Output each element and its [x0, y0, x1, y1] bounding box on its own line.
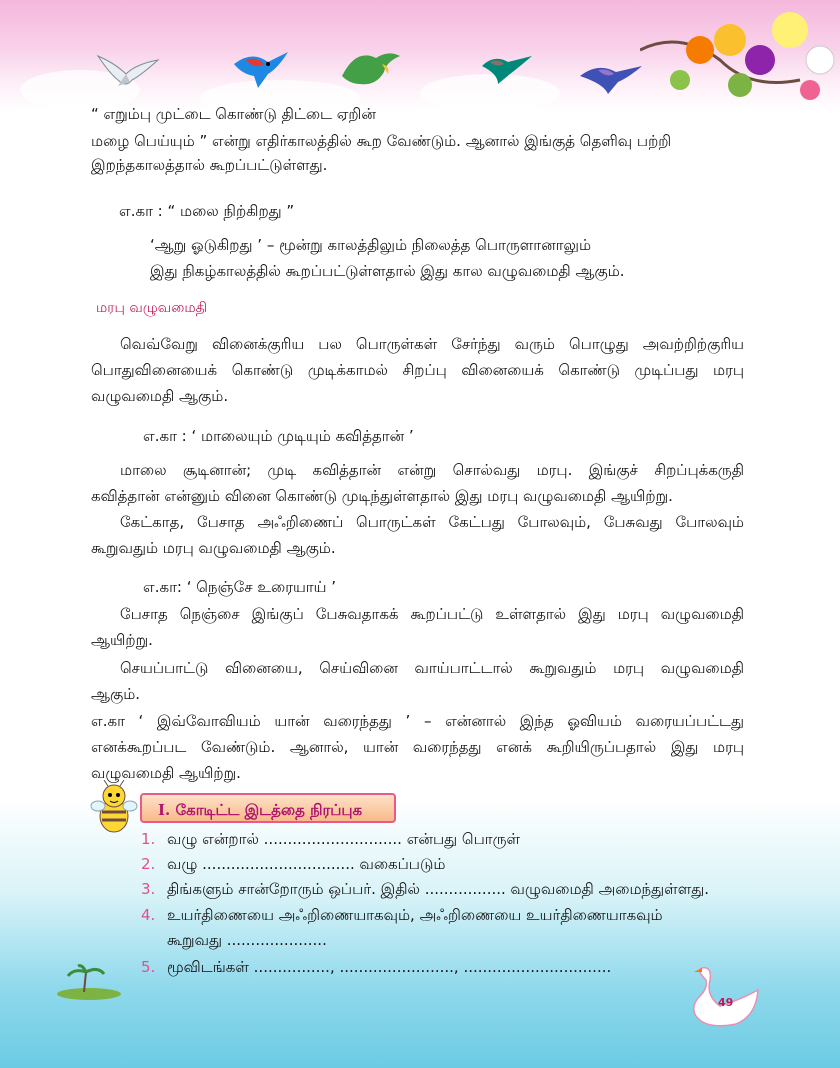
text-line: “ எறும்பு முட்டை கொண்டு திட்டை ஏறின் — [91, 105, 376, 123]
paragraph-line: செயப்பாட்டு வினையை, செய்வினை வாய்பாட்டால் கூறுவதும் மரபு வழுவமைதி — [120, 659, 744, 677]
paragraph-line: கேட்காத, பேசாத அஃறிணைப் பொருட்கள் கேட்பது போலவும், பேசுவது போலவும் — [120, 513, 744, 531]
paragraph-line: வழுவமைதி ஆயிற்று. — [91, 764, 241, 782]
exercise-item — [141, 930, 327, 950]
paragraph-line: கூறுவதும் மரபு வழுவமைதி ஆகும். — [91, 539, 336, 557]
paragraph-line: எனக்கூறப்பட வேண்டும். ஆனால், யான் வரைந்தது எனக் கூறியிருப்பதால் இது மரபு — [91, 738, 744, 756]
bee-mascot-icon — [90, 780, 138, 836]
paragraph-line: எ.கா ‘ இவ்வோவியம் யான் வரைந்தது ’ – என்னால் இந்த ஓவியம் வரையப்பட்டது — [91, 712, 744, 730]
page-number: 49 — [718, 996, 734, 1009]
exercise-item — [141, 905, 663, 925]
text-line: ‘ஆறு ஓடுகிறது ’ – மூன்று காலத்திலும் நிலைத்த பொருளானாலும் — [150, 236, 592, 254]
paragraph-line: பொதுவினையைக் கொண்டு முடிக்காமல் சிறப்பு வினையைக் கொண்டு முடிப்பது மரபு — [91, 361, 744, 379]
example-line: எ.கா : “ மலை நிற்கிறது ” — [119, 202, 295, 220]
exercise-title: I. கோடிட்ட இடத்தை நிரப்புக — [140, 793, 396, 823]
item-number: 5. — [141, 958, 156, 976]
paragraph-line: ஆகும். — [91, 685, 141, 703]
item-text: திங்களும் சான்றோரும் ஒப்பர். இதில் ................. வழுவமைதி அமைந்துள்ளது. — [167, 880, 709, 898]
item-number: 4. — [141, 906, 156, 924]
item-text: வழு ................................ வகைப்படும் — [167, 855, 446, 873]
item-number: 3. — [141, 880, 156, 898]
item-text: கூறுவது ..................... — [167, 931, 327, 949]
exercise-item — [141, 829, 520, 849]
text-line: இது நிகழ்காலத்தில் கூறப்பட்டுள்ளதால் இது கால வழுவமைதி ஆகும். — [150, 262, 625, 280]
item-number: 2. — [141, 855, 156, 873]
section-heading: மரபு வழுவமைதி — [96, 300, 208, 316]
paragraph-line: ஆயிற்று. — [91, 631, 153, 649]
exercise-item — [141, 957, 611, 977]
example-line: எ.கா : ‘ மாலையும் முடியும் கவித்தான் ’ — [143, 427, 414, 445]
text-line: இறந்தகாலத்தால் கூறப்பட்டுள்ளது. — [91, 156, 328, 174]
item-number: 1. — [141, 830, 156, 848]
item-text: உயர்திணையை அஃறிணையாகவும், அஃறிணையை உயர்திணையாகவும் — [167, 906, 663, 924]
item-text: மூவிடங்கள் ................, ........................, ............................... — [167, 958, 612, 976]
example-line: எ.கா: ‘ நெஞ்சே உரையாய் ’ — [143, 578, 337, 596]
paragraph-line: கவித்தான் என்னும் வினை கொண்டு முடிந்துள்ளதால் இது மரபு வழுவமைதி ஆயிற்று. — [91, 487, 673, 505]
paragraph-line: வெவ்வேறு வினைக்குரிய பல பொருள்கள் சேர்ந்து வரும் பொழுது அவற்றிற்குரிய — [120, 335, 744, 353]
paragraph-line: வழுவமைதி ஆகும். — [91, 387, 229, 405]
item-text: வழு என்றால் ............................. என்பது பொருள் — [167, 830, 521, 848]
exercise-item — [141, 854, 445, 874]
paragraph-line: பேசாத நெஞ்சை இங்குப் பேசுவதாகக் கூறப்பட்டு உள்ளதால் இது மரபு வழுவமைதி — [120, 605, 744, 623]
paragraph-line: மாலை சூடினான்; முடி கவித்தான் என்று சொல்வது மரபு. இங்குச் சிறப்புக்கருதி — [120, 461, 744, 479]
exercise-item — [141, 879, 709, 899]
text-line: மழை பெய்யும் ” என்று எதிர்காலத்தில் கூற வேண்டும். ஆனால் இங்குத் தெளிவு பற்றி — [91, 132, 672, 150]
